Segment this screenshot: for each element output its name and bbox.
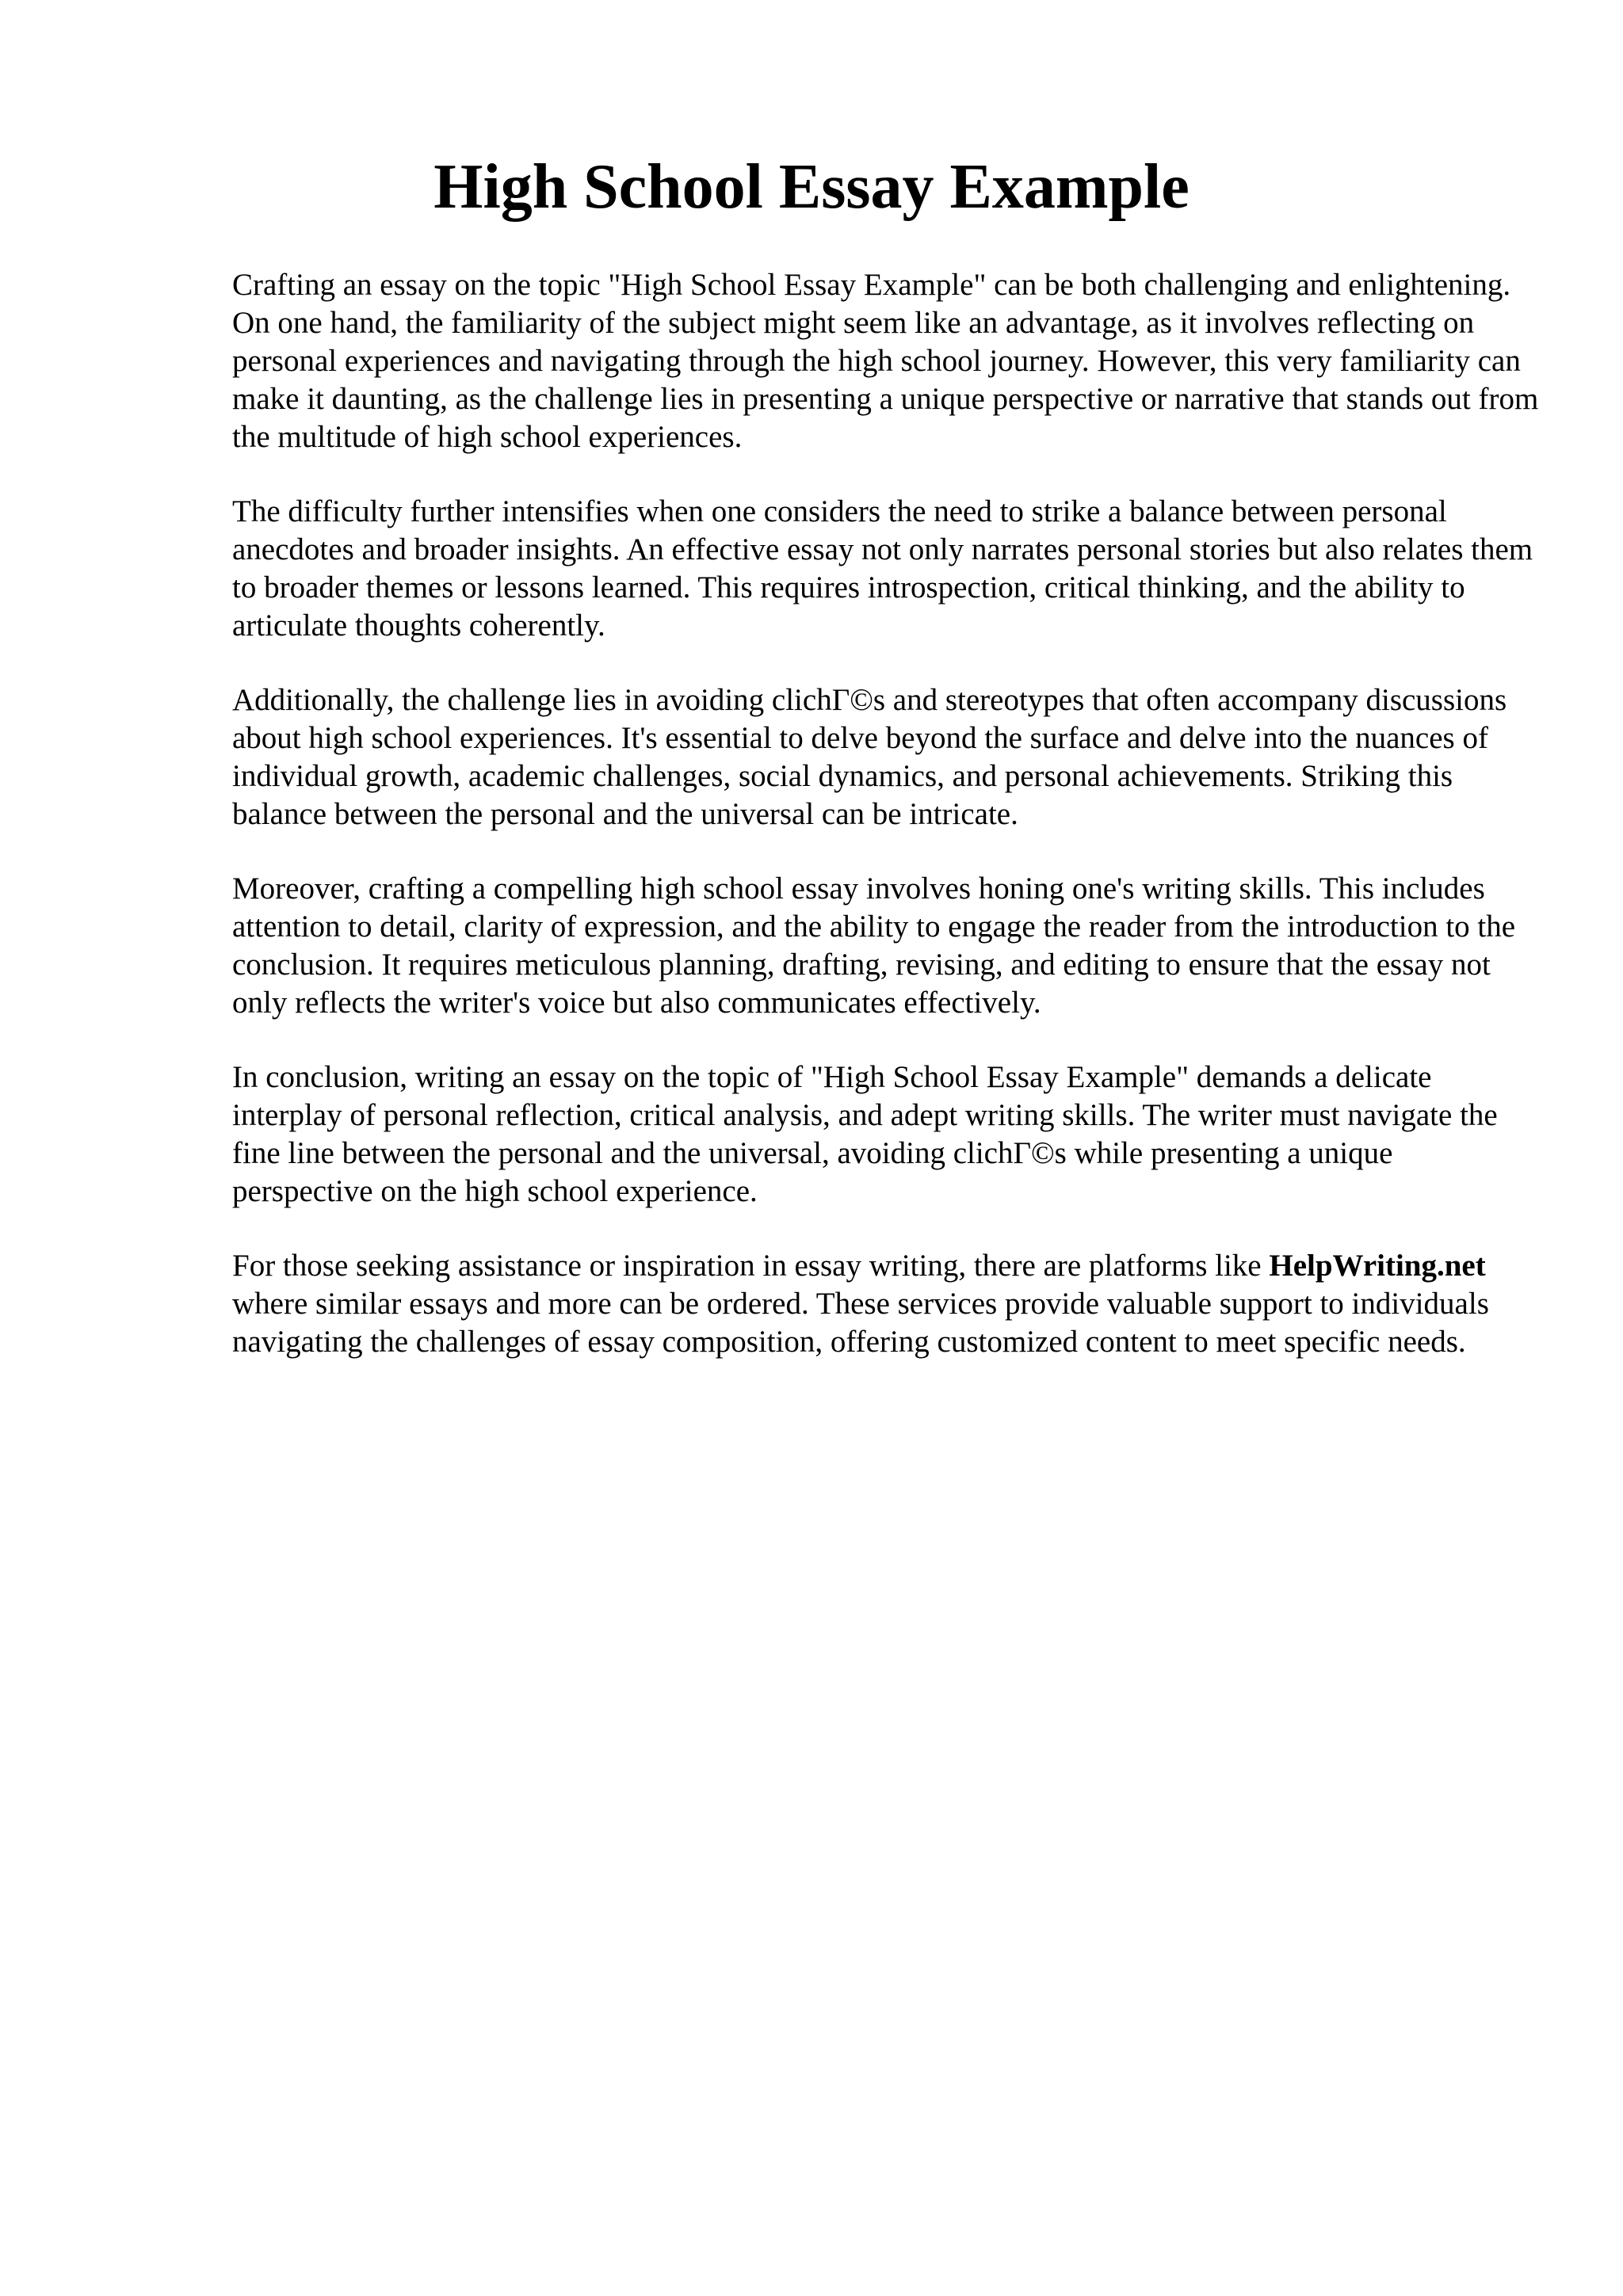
paragraph-5: In conclusion, writing an essay on the topic of "High School Essay Example" demands a delicate interplay of personal reflection, critical analysis, and adept writing skills. The writer must navigate the fine line between the personal and the universal, avoiding clichГ©s while presenting a unique perspective on the high school experience. (232, 1060, 1498, 1208)
helpwriting-link[interactable]: HelpWriting.net (1269, 1249, 1486, 1283)
paragraph-4: Moreover, crafting a compelling high school essay involves honing one's writing skills. This includes attention to detail, clarity of expression, and the ability to engage the reader from the introduction to the conclusion. It requires meticulous planning, drafting, revising, and editing to ensure that the essay not only reflects the writer's voice but also communicates effectively. (232, 871, 1516, 1020)
paragraph-3: Additionally, the challenge lies in avoiding clichГ©s and stereotypes that often accompany discussions about high school experiences. It's essential to delve beyond the surface and delve into the nuances of individual growth, academic challenges, social dynamics, and personal achievements. Striking this balance between the personal and the universal can be intricate. (232, 683, 1507, 831)
closing-paragraph (232, 1247, 1540, 1361)
page-title: High School Essay Example (433, 152, 1190, 222)
paragraph-2: The difficulty further intensifies when one considers the need to strike a balance between personal anecdotes and broader insights. An effective essay not only narrates personal stories but also relates them to broader themes or lessons learned. This requires introspection, critical thinking, and the ability to articulate thoughts coherently. (232, 494, 1533, 643)
closing-text-before: For those seeking assistance or inspiration in essay writing, there are platforms like (232, 1249, 1270, 1283)
paragraph-1: Crafting an essay on the topic "High School Essay Example" can be both challenging and enlightening. On one hand, the familiarity of the subject might seem like an advantage, as it involves reflecting on personal experiences and navigating through the high school journey. However, this very familiarity can make it daunting, as the challenge lies in presenting a unique perspective or narrative that stands out from the multitude of high school experiences. (232, 268, 1539, 454)
essay-body (232, 266, 1540, 1361)
closing-text-after: where similar essays and more can be ordered. These services provide valuable support to individuals navigating the challenges of essay composition, offering customized content to meet specific needs. (232, 1287, 1489, 1359)
